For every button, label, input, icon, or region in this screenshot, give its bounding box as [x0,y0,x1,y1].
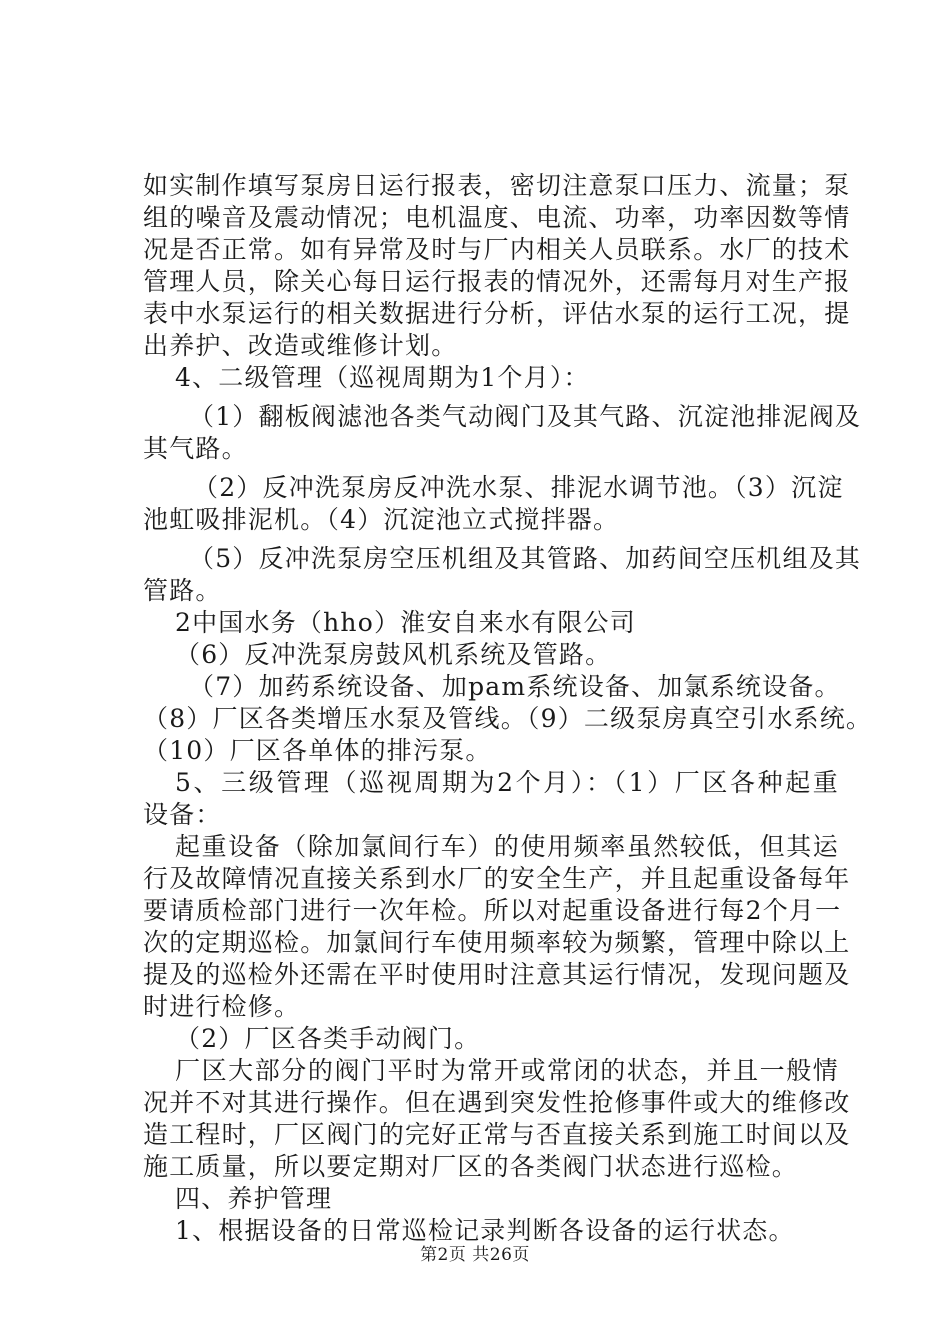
text-line: 施工质量，所以要定期对厂区的各类阀门状态进行巡检。 [143,1152,799,1181]
text-line: 要请质检部门进行一次年检。所以对起重设备进行每2个月一 [143,896,842,925]
text-line: 况并不对其进行操作。但在遇到突发性抢修事件或大的维修改 [143,1088,851,1117]
text-line: （8）厂区各类增压水泵及管线。（9）二级泵房真空引水系统。 [143,704,873,733]
section-heading: 5、三级管理（巡视周期为2个月）：（1）厂区各种起重 [175,768,839,797]
text-line: （6）反冲洗泵房鼓风机系统及管路。 [175,640,612,669]
text-line: （10）厂区各单体的排污泵。 [143,736,492,765]
text-line: 池虹吸排泥机。（4）沉淀池立式搅拌器。 [143,505,620,534]
text-line: （2）反冲洗泵房反冲洗水泵、排泥水调节池。（3）沉淀 [193,473,844,502]
text-line: 1、根据设备的日常巡检记录判断各设备的运行状态。 [175,1216,795,1245]
text-line: 管理人员，除关心每日运行报表的情况外，还需每月对生产报 [143,267,851,296]
text-line: 设备： [143,800,222,829]
text-line: 出养护、改造或维修计划。 [143,331,458,360]
section-heading: 四、养护管理 [175,1184,333,1213]
text-line: 厂区大部分的阀门平时为常开或常闭的状态，并且一般情 [175,1056,839,1085]
text-line: 次的定期巡检。加氯间行车使用频率较为频繁，管理中除以上 [143,928,851,957]
text-line: （1）翻板阀滤池各类气动阀门及其气路、沉淀池排泥阀及 [189,402,862,431]
text-line: 行及故障情况直接关系到水厂的安全生产，并且起重设备每年 [143,864,851,893]
text-line: 起重设备（除加氯间行车）的使用频率虽然较低，但其运 [175,832,839,861]
company-line: 2中国水务（hho）淮安自来水有限公司 [175,608,636,637]
text-line: （7）加药系统设备、加pam系统设备、加氯系统设备。 [189,672,841,701]
text-line: 表中水泵运行的相关数据进行分析，评估水泵的运行工况，提 [143,299,851,328]
section-heading: 4、二级管理（巡视周期为1个月）： [175,363,590,392]
text-line: 提及的巡检外还需在平时使用时注意其运行情况，发现问题及 [143,960,851,989]
text-line: 时进行检修。 [143,992,301,1021]
text-line: （5）反冲洗泵房空压机组及其管路、加药间空压机组及其 [189,544,862,573]
text-line: 造工程时，厂区阀门的完好正常与否直接关系到施工时间以及 [143,1120,851,1149]
page-footer: 第2页 共26页 [420,1245,530,1265]
text-line: 管路。 [143,576,222,605]
text-line: 如实制作填写泵房日运行报表，密切注意泵口压力、流量；泵 [143,171,851,200]
text-line: 况是否正常。如有异常及时与厂内相关人员联系。水厂的技术 [143,235,851,264]
text-line: （2）厂区各类手动阀门。 [175,1024,481,1053]
text-line: 组的噪音及震动情况；电机温度、电流、功率，功率因数等情 [143,203,851,232]
text-line: 其气路。 [143,434,248,463]
body-text [143,170,873,1247]
